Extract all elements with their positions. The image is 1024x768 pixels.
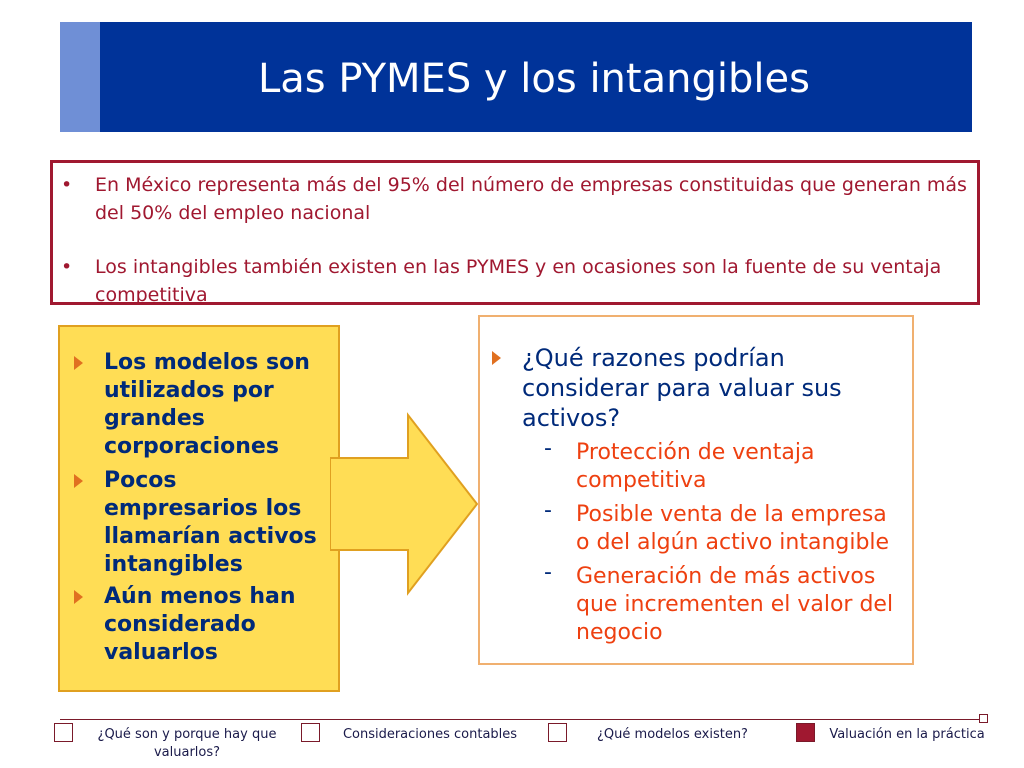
nav-link-valuarlos[interactable]: ¿Qué son y porque hay que valuarlos? (97, 727, 277, 760)
bullet-dot-icon: • (61, 174, 73, 196)
corner-square-icon (979, 714, 988, 723)
observation-text: Aún menos han considerado valuarlos (104, 584, 296, 665)
nav-link-contables[interactable]: Consideraciones contables (342, 727, 518, 742)
summary-bullet-text: En México representa más del 95% del número de empresas constituidas que generan más del 50% del empleo nacional (95, 174, 967, 224)
summary-bullet-text: Los intangibles también existen en las PYMES y en ocasiones son la fuente de su ventaja competitiva (95, 256, 942, 306)
question-item (522, 343, 882, 433)
summary-bullet (61, 171, 975, 227)
nav-checkbox-valuarlos[interactable] (54, 723, 73, 742)
dash-bullet-icon: - (544, 560, 552, 585)
observation-item (104, 583, 334, 667)
question-text: ¿Qué razones podrían considerar para valuar sus activos? (522, 344, 842, 432)
nav-checkbox-contables[interactable] (301, 723, 320, 742)
triangle-bullet-icon (74, 590, 83, 604)
observation-text: Pocos empresarios los llamarían activos intangibles (104, 468, 317, 577)
bullet-dot-icon: • (61, 256, 73, 278)
title-accent-stripe (60, 22, 100, 132)
nav-checkbox-modelos[interactable] (548, 723, 567, 742)
reason-text: Protección de ventaja competitiva (576, 440, 815, 493)
reason-text: Generación de más activos que incrementen el valor del negocio (576, 564, 894, 645)
triangle-bullet-icon (74, 474, 83, 488)
nav-link-practica[interactable]: Valuación en la práctica (829, 727, 985, 742)
reason-text: Posible venta de la empresa o del algún activo intangible (576, 502, 890, 555)
nav-link-modelos[interactable]: ¿Qué modelos existen? (597, 727, 748, 742)
reason-item (544, 498, 906, 557)
reason-item (544, 560, 906, 647)
summary-bullet (61, 253, 975, 309)
reason-item (544, 436, 906, 495)
observations-box (58, 325, 340, 692)
observation-item (104, 467, 334, 579)
triangle-bullet-icon (74, 356, 83, 370)
dash-bullet-icon: - (544, 498, 552, 523)
nav-checkbox-practica[interactable] (796, 723, 815, 742)
triangle-bullet-icon (492, 351, 501, 365)
observation-text: Los modelos son utilizados por grandes corporaciones (104, 350, 310, 459)
slide-title: Las PYMES y los intangibles (258, 56, 810, 102)
dash-bullet-icon: - (544, 436, 552, 461)
observation-item (104, 349, 334, 461)
reasons-box (478, 315, 914, 665)
footer-divider (60, 719, 982, 720)
right-arrow-icon (330, 410, 482, 598)
summary-box (50, 160, 980, 305)
